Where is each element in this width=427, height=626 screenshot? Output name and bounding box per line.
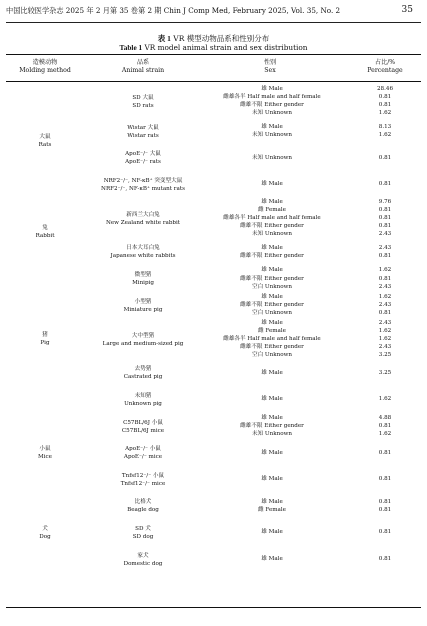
col-header-pct-en: Percentage [367,67,403,74]
sex-cell: 未知 Unknown [251,431,293,438]
sex-cell: 空白 Unknown [251,283,293,290]
strain-name-en: ApoE⁻/⁻ mice [123,454,163,461]
percentage-cell: 9.76 [378,198,392,205]
strain-name-en: SD rats [132,102,154,109]
percentage-cell: 3.25 [378,369,392,376]
col-header-sex [210,59,330,75]
method-name-en: Pig [40,340,50,347]
sex-cell: 雄 Male [261,244,283,251]
sex-cell: 雄 Male [261,369,283,376]
sex-cell: 雌雄各半 Half male and half female [223,215,321,221]
percentage-cell: 2.43 [378,244,392,251]
strain-name-cn: 去势猪 [134,366,152,373]
strain-name-cn: ApoE⁻/⁻ 小鼠 [125,446,161,453]
sex-cell: 雌雄不限 Either gender [240,302,304,309]
strain-name-cn: ApoE⁻/⁻ 大鼠 [125,151,161,158]
table-caption-en [0,43,427,52]
strain-name-en: Beagle dog [127,507,159,514]
sex-cell: 空白 Unknown [251,352,293,359]
strain-name-en: SD dog [132,533,154,540]
percentage-cell: 0.81 [378,506,392,513]
method-name-cn: 犬 [42,525,48,532]
sex-cell: 未知 Unknown [251,132,293,138]
percentage-cell: 1.62 [378,132,392,138]
strain-name-en: Wistar rats [127,132,159,139]
sex-cell: 雌雄各半 Half male and half female [223,94,321,101]
sex-cell: 雌 Female [258,327,286,334]
strain-name-cn: 家犬 [137,552,149,559]
percentage-cell: 0.81 [378,476,392,483]
percentage-cell: 0.81 [378,498,392,505]
col-header-percentage [355,59,415,75]
table-header-rule [6,81,421,82]
percentage-cell: 0.81 [378,154,392,161]
percentage-cell: 1.62 [378,335,392,342]
sex-cell: 雄 Male [261,498,283,505]
strain-name-cn: Tnfsf12⁻/⁻ 小鼠 [121,472,165,479]
percentage-cell: 0.81 [378,529,392,536]
col-header-pct-cn: 占比/% [374,59,396,66]
percentage-cell: 0.81 [378,275,392,282]
col-header-method-cn: 造模动物 [32,59,58,66]
strain-name-cn: C57BL/6J 小鼠 [123,419,163,426]
method-name-en: Mice [38,453,52,460]
percentage-cell: 3.25 [378,352,392,359]
sex-cell: 雌雄不限 Either gender [240,423,304,429]
sex-cell: 雌雄不限 Either gender [240,344,304,350]
percentage-cell: 0.81 [378,252,392,259]
percentage-cell: 0.81 [378,449,392,456]
percentage-cell: 1.62 [378,431,392,438]
strain-name-en: New Zealand white rabbit [105,219,181,226]
caption-title-cn: VR 模型动物品系和性别分布 [173,34,270,43]
percentage-cell: 0.81 [378,102,392,109]
sex-cell: 雌 Female [258,506,286,513]
strain-name-en: Minipig [132,280,154,286]
strain-name-cn: 大中型猪 [131,332,155,339]
strain-name-cn: Wistar 大鼠 [127,124,159,131]
percentage-cell: 0.81 [378,94,392,101]
sex-cell: 雌雄不限 Either gender [240,275,304,282]
percentage-cell: 1.62 [378,110,392,117]
sex-cell: 未知 Unknown [251,154,293,161]
percentage-cell: 0.81 [378,556,392,562]
sex-cell: 雄 Male [261,123,283,130]
sex-cell: 雄 Male [261,181,283,188]
percentage-cell: 2.43 [378,302,392,309]
strain-name-en: Miniature pig [123,306,163,313]
table-top-rule [6,54,421,55]
sex-cell: 空白 Unknown [251,310,293,317]
sex-cell: 雄 Male [261,449,283,456]
strain-name-en: Castrated pig [123,374,163,381]
header-divider [6,22,421,23]
table-bottom-rule [6,607,421,608]
sex-cell: 未知 Unknown [251,231,293,238]
strain-name-cn: 小型猪 [134,298,152,305]
method-name-cn: 兔 [42,224,48,231]
strain-name-cn: 比格犬 [134,499,152,506]
sex-cell: 雌雄各半 Half male and half female [223,335,321,342]
percentage-cell: 0.81 [378,223,392,230]
percentage-cell: 0.81 [378,181,392,188]
sex-cell: 雄 Male [261,556,283,562]
method-name-en: Dog [39,533,51,540]
strain-name-cn: SD 犬 [135,525,151,532]
percentage-cell: 0.81 [378,423,392,429]
sex-cell: 雄 Male [261,396,283,403]
sex-cell: 雄 Male [261,529,283,536]
caption-label-en: Table 1 [119,43,143,52]
sex-cell: 雄 Male [261,198,283,205]
caption-title-en: VR model animal strain and sex distribution [144,43,308,52]
page-number: 35 [401,5,413,15]
strain-name-en: Unknown pig [124,400,162,407]
strain-name-cn: 新西兰大白兔 [126,211,160,218]
strain-name-en: Tnfsf12⁻/⁻ mice [120,480,166,487]
method-name-cn: 猪 [42,332,48,339]
percentage-cell: 1.62 [378,267,392,274]
percentage-cell: 2.43 [378,231,392,238]
sex-cell: 未知 Unknown [251,110,293,117]
col-header-sex-en: Sex [264,67,276,74]
method-name-en: Rats [38,142,52,149]
strain-name-cn: NRF2⁻/⁻, NF-κB⁺ 突变型大鼠 [103,177,183,184]
percentage-cell: 8.13 [378,123,392,130]
sex-cell: 雌雄不限 Either gender [240,102,304,109]
strain-name-en: Large and medium-sized pig [102,340,184,347]
col-header-strain-cn: 品系 [136,59,150,66]
sex-cell: 雄 Male [261,86,283,92]
strain-name-cn: 未知猪 [134,392,152,399]
percentage-cell: 1.62 [378,294,392,300]
strain-name-en: NRF2⁻/⁻, NF-κB⁺ mutant rats [101,185,185,192]
sex-cell: 雄 Male [261,414,283,421]
sex-cell: 雌雄不限 Either gender [240,252,304,259]
percentage-cell: 28.46 [376,86,393,92]
percentage-cell: 1.62 [378,327,392,334]
percentage-cell: 0.81 [378,310,392,317]
sex-cell: 雄 Male [261,319,283,326]
method-name-cn: 大鼠 [39,134,51,141]
percentage-cell: 1.62 [378,396,392,403]
strain-name-en: ApoE⁻/⁻ rats [125,159,161,166]
col-header-method [15,59,75,75]
strain-name-cn: 微型猪 [134,272,152,278]
sex-cell: 雄 Male [261,267,283,274]
percentage-cell: 4.88 [378,414,392,421]
col-header-strain-en: Animal strain [121,67,165,74]
method-name-cn: 小鼠 [39,445,51,452]
sex-cell: 雌 Female [258,206,286,213]
sex-cell: 雄 Male [261,294,283,300]
col-header-sex-cn: 性别 [263,59,277,66]
method-name-en: Rabbit [35,232,55,239]
strain-name-cn: SD 大鼠 [132,94,154,101]
strain-name-en: C57BL/6J mice [121,427,165,434]
strain-name-cn: 日本大耳白兔 [126,245,160,252]
strain-name-en: Japanese white rabbits [110,253,176,260]
journal-header: 中国比较医学杂志 2025 年 2 月第 35 卷第 2 期 Chin J Comp Med, February 2025, Vol. 35, No. 2 [6,6,341,15]
sex-cell: 雄 Male [261,476,283,483]
col-header-method-en: Molding method [19,67,71,74]
percentage-cell: 0.81 [378,206,392,213]
percentage-cell: 2.43 [378,319,392,326]
caption-label-cn: 表 1 [157,34,171,43]
strain-name-en: Domestic dog [123,560,163,567]
col-header-strain [98,59,188,75]
percentage-cell: 0.81 [378,215,392,221]
percentage-cell: 2.43 [378,283,392,290]
percentage-cell: 2.43 [378,344,392,350]
sex-cell: 雌雄不限 Either gender [240,223,304,230]
